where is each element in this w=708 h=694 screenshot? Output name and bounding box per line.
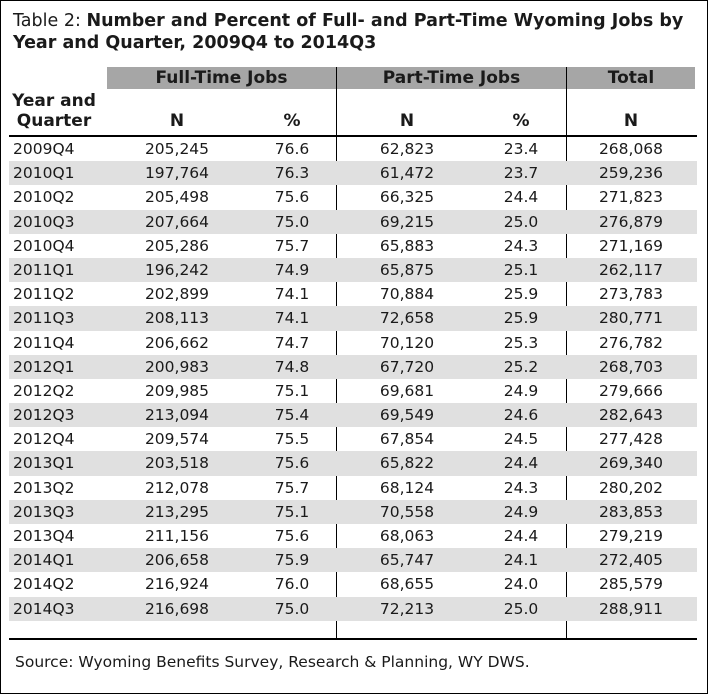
table-row [9,500,697,524]
total-cell: 271,169 [598,236,664,255]
part-time-n-cell: 72,213 [379,599,435,618]
period-cell: 2012Q4 [13,430,75,449]
year-quarter-header [1,91,107,131]
part-time-n-cell: 66,325 [379,188,435,207]
full-time-n-cell: 216,924 [144,575,210,594]
full-time-n-header: N [169,111,185,131]
part-time-n-cell: 61,472 [379,164,435,183]
total-cell: 276,782 [598,333,664,352]
total-cell: 283,853 [598,502,664,521]
part-time-pct-cell: 25.1 [503,260,539,279]
part-time-n-cell: 68,124 [379,478,435,497]
part-time-pct-cell: 25.9 [503,309,539,328]
total-cell: 273,783 [598,285,664,304]
part-time-pct-cell: 24.0 [503,575,539,594]
full-time-n-cell: 211,156 [144,527,210,545]
full-time-pct-cell: 75.6 [274,188,310,207]
part-time-pct-cell: 25.0 [503,599,539,618]
part-time-n-cell: 69,215 [379,212,435,231]
part-time-n-cell: 70,558 [379,502,435,521]
table-row [9,210,697,234]
total-cell: 285,579 [598,575,664,594]
part-time-pct-cell: 24.3 [503,478,539,497]
period-cell: 2012Q3 [13,406,75,425]
full-time-pct-cell: 74.8 [274,357,310,376]
part-time-n-cell: 70,120 [379,333,435,352]
part-time-pct-cell: 24.9 [503,381,539,400]
total-cell: 259,236 [598,164,664,183]
part-time-pct-cell: 24.9 [503,502,539,521]
full-time-n-cell: 209,985 [144,381,210,400]
period-cell: 2014Q1 [13,551,75,570]
part-time-pct-cell: 25.2 [503,357,539,376]
total-cell: 262,117 [598,260,664,279]
table-row [9,185,697,209]
full-time-n-cell: 209,574 [144,430,210,449]
full-time-n-cell: 216,698 [144,599,210,618]
full-time-pct-cell: 74.1 [274,309,310,328]
full-time-header: Full-Time Jobs [155,68,288,88]
full-time-n-cell: 203,518 [144,454,210,473]
part-time-n-cell: 67,720 [379,357,435,376]
table-row [9,331,697,355]
table-row [9,234,697,258]
part-time-pct-cell: 24.4 [503,188,539,207]
full-time-n-cell: 200,983 [144,357,210,376]
part-time-n-cell: 70,884 [379,285,435,304]
table-title-text: Number and Percent of Full- and Part-Time Wyoming Jobs by Year and Quarter, 2009Q4 to 2014Q3 [13,11,684,53]
table-title [13,10,703,54]
total-cell: 276,879 [598,212,664,231]
full-time-n-cell: 205,498 [144,188,210,207]
part-time-n-cell: 65,875 [379,260,435,279]
source-note: Source: Wyoming Benefits Survey, Research & Planning, WY DWS. [15,653,530,671]
period-cell: 2011Q2 [13,285,75,304]
period-cell: 2011Q1 [13,260,75,279]
part-time-pct-cell: 25.3 [503,333,539,352]
part-time-n-cell: 69,549 [379,406,435,425]
period-cell: 2010Q4 [13,236,75,255]
table-row [9,306,697,330]
part-time-pct-cell: 24.4 [503,527,539,545]
year-quarter-header-line1: Year and [12,91,96,111]
full-time-pct-cell: 74.9 [274,260,310,279]
full-time-n-cell: 197,764 [144,164,210,183]
full-time-n-cell: 196,242 [144,260,210,279]
table-body [9,137,697,621]
part-time-header: Part-Time Jobs [382,68,521,88]
period-cell: 2009Q4 [13,140,75,158]
total-cell: 282,643 [598,406,664,425]
total-cell: 268,703 [598,357,664,376]
period-cell: 2011Q4 [13,333,75,352]
total-cell: 269,340 [598,454,664,473]
part-time-pct-cell: 24.6 [503,406,539,425]
table-row [9,282,697,306]
table-row [9,476,697,500]
year-quarter-header-line2: Quarter [16,111,92,131]
table-row [9,379,697,403]
full-time-n-cell: 202,899 [144,285,210,304]
period-cell: 2010Q2 [13,188,75,207]
table-row [9,524,697,548]
part-time-n-header: N [399,111,415,131]
table-row [9,403,697,427]
total-cell: 277,428 [598,430,664,449]
table-row [9,258,697,282]
part-time-pct-cell: 25.9 [503,285,539,304]
period-cell: 2013Q2 [13,478,75,497]
full-time-n-cell: 213,094 [144,406,210,425]
full-time-pct-cell: 75.0 [274,599,310,618]
period-cell: 2012Q1 [13,357,75,376]
total-cell: 271,823 [598,188,664,207]
part-time-n-cell: 69,681 [379,381,435,400]
period-cell: 2014Q3 [13,599,75,618]
part-time-n-cell: 62,823 [379,140,435,158]
full-time-n-cell: 207,664 [144,212,210,231]
full-time-pct-cell: 75.1 [274,502,310,521]
total-cell: 280,771 [598,309,664,328]
part-time-pct-cell: 25.0 [503,212,539,231]
period-cell: 2014Q2 [13,575,75,594]
full-time-pct-cell: 76.0 [274,575,310,594]
full-time-n-cell: 212,078 [144,478,210,497]
total-cell: 268,068 [598,140,664,158]
period-cell: 2011Q3 [13,309,75,328]
part-time-n-cell: 72,658 [379,309,435,328]
period-cell: 2013Q1 [13,454,75,473]
total-cell: 279,666 [598,381,664,400]
part-time-pct-cell: 24.1 [503,551,539,570]
part-time-n-cell: 68,063 [379,527,435,545]
part-time-pct-cell: 23.7 [503,164,539,183]
full-time-pct-cell: 75.7 [274,236,310,255]
part-time-n-cell: 65,883 [379,236,435,255]
total-n-header: N [623,111,639,131]
full-time-pct-cell: 75.5 [274,430,310,449]
total-cell: 272,405 [598,551,664,570]
part-time-n-cell: 65,747 [379,551,435,570]
period-cell: 2010Q1 [13,164,75,183]
full-time-pct-cell: 76.6 [274,140,310,158]
part-time-pct-cell: 24.5 [503,430,539,449]
period-cell: 2010Q3 [13,212,75,231]
table-bottom-rule [9,638,697,640]
part-time-pct-cell: 24.3 [503,236,539,255]
table-row [9,427,697,451]
full-time-pct-header: % [283,111,301,131]
full-time-pct-cell: 75.6 [274,527,310,545]
table-row [9,161,697,185]
part-time-n-cell: 65,822 [379,454,435,473]
table-row [9,597,697,621]
full-time-n-cell: 208,113 [144,309,210,328]
table-row [9,572,697,596]
table-row [9,548,697,572]
table-row [9,355,697,379]
part-time-pct-cell: 23.4 [503,140,539,158]
full-time-pct-cell: 75.4 [274,406,310,425]
total-cell: 279,219 [598,527,664,545]
full-time-n-cell: 206,658 [144,551,210,570]
full-time-pct-cell: 75.0 [274,212,310,231]
period-cell: 2012Q2 [13,381,75,400]
table-row [9,451,697,475]
total-header: Total [607,68,655,88]
period-cell: 2013Q3 [13,502,75,521]
part-time-pct-cell: 24.4 [503,454,539,473]
full-time-pct-cell: 75.7 [274,478,310,497]
table-number: Table 2: [13,11,81,31]
full-time-n-cell: 205,286 [144,236,210,255]
part-time-n-cell: 67,854 [379,430,435,449]
part-time-pct-header: % [512,111,530,131]
full-time-pct-cell: 75.1 [274,381,310,400]
full-time-pct-cell: 74.7 [274,333,310,352]
full-time-n-cell: 205,245 [144,140,210,158]
full-time-pct-cell: 75.9 [274,551,310,570]
full-time-pct-cell: 75.6 [274,454,310,473]
total-cell: 288,911 [598,599,664,618]
part-time-n-cell: 68,655 [379,575,435,594]
full-time-pct-cell: 74.1 [274,285,310,304]
table-row [9,137,697,161]
full-time-pct-cell: 76.3 [274,164,310,183]
full-time-n-cell: 213,295 [144,502,210,521]
total-cell: 280,202 [598,478,664,497]
period-cell: 2013Q4 [13,527,75,545]
full-time-n-cell: 206,662 [144,333,210,352]
